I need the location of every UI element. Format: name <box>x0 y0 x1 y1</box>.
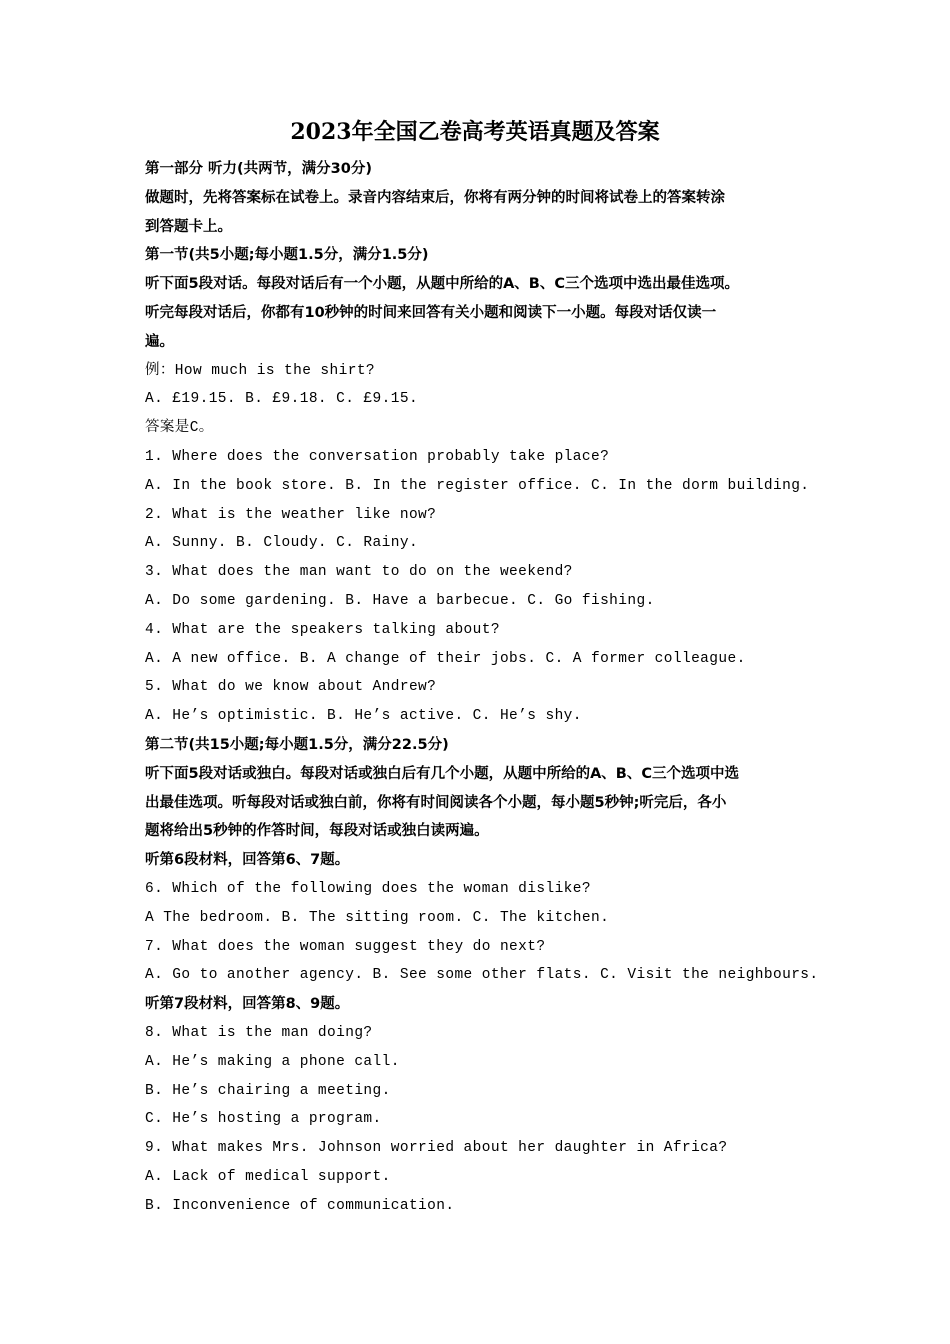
instruction-line: 出最佳选项。听每段对话或独白前，你将有时间阅读各个小题，每小题5秒钟;听完后，各小 <box>145 794 727 811</box>
question-line: B. Inconvenience of communication. <box>145 1197 455 1214</box>
question-line: 答案是C。 <box>145 420 214 437</box>
question-line: 3. What does the man want to do on the weekend? <box>145 564 573 581</box>
instruction-line: 做题时，先将答案标在试卷上。录音内容结束后，你将有两分钟的时间将试卷上的答案转涂 <box>145 189 725 206</box>
document-title: 2023年全国乙卷高考英语真题及答案 <box>290 119 660 145</box>
instruction-line: 听下面5段对话。每段对话后有一个小题，从题中所给的A、B、C三个选项中选出最佳选项。 <box>145 276 740 293</box>
question-line: 1. Where does the conversation probably take place? <box>145 448 610 465</box>
question-line: B. He’s chairing a meeting. <box>145 1082 391 1099</box>
question-line: A. A new office. B. A change of their jobs. C. A former colleague. <box>145 650 746 667</box>
instruction-line: 听完每段对话后，你都有10秒钟的时间来回答有关小题和阅读下一小题。每段对话仅读一 <box>145 304 717 321</box>
instruction-line: 到答题卡上。 <box>145 218 232 235</box>
question-line: 7. What does the woman suggest they do next? <box>145 938 546 955</box>
instruction-line: 第一节(共5小题;每小题1.5分，满分1.5分) <box>145 247 429 264</box>
question-line: A. Go to another agency. B. See some other flats. C. Visit the neighbours. <box>145 967 819 984</box>
question-line: A. Lack of medical support. <box>145 1168 391 1185</box>
instruction-line: 第一部分 听力(共两节，满分30分) <box>145 161 372 177</box>
question-line: A. £19.15. B. £9.18. C. £9.15. <box>145 391 419 408</box>
question-line: 6. Which of the following does the woman dislike? <box>145 880 591 897</box>
question-line: A. He’s making a phone call. <box>145 1053 400 1070</box>
question-line: 2. What is the weather like now? <box>145 506 437 523</box>
question-line: 4. What are the speakers talking about? <box>145 621 500 638</box>
question-line: A. He’s optimistic. B. He’s active. C. He’s shy. <box>145 708 582 725</box>
instruction-line: 第二节(共15小题;每小题1.5分，满分22.5分) <box>145 736 449 753</box>
question-line: 5. What do we know about Andrew? <box>145 679 437 696</box>
question-line: A. Sunny. B. Cloudy. C. Rainy. <box>145 535 419 552</box>
question-line: A. In the book store. B. In the register office. C. In the dorm building. <box>145 477 810 494</box>
question-line: 8. What is the man doing? <box>145 1024 373 1041</box>
question-line: A The bedroom. B. The sitting room. C. The kitchen. <box>145 909 610 926</box>
question-line: 例：How much is the shirt? <box>145 362 376 379</box>
instruction-line: 听第6段材料，回答第6、7题。 <box>145 852 350 869</box>
instruction-line: 听下面5段对话或独白。每段对话或独白后有几个小题，从题中所给的A、B、C三个选项中选 <box>145 765 740 782</box>
instruction-line: 听第7段材料，回答第8、9题。 <box>145 996 350 1013</box>
instruction-line: 题将给出5秒钟的作答时间，每段对话或独白读两遍。 <box>145 823 489 840</box>
document-body <box>145 155 819 1220</box>
question-line: 9. What makes Mrs. Johnson worried about her daughter in Africa? <box>145 1140 728 1157</box>
question-line: C. He’s hosting a program. <box>145 1111 382 1128</box>
instruction-line: 遍。 <box>145 333 174 350</box>
question-line: A. Do some gardening. B. Have a barbecue. C. Go fishing. <box>145 592 655 609</box>
